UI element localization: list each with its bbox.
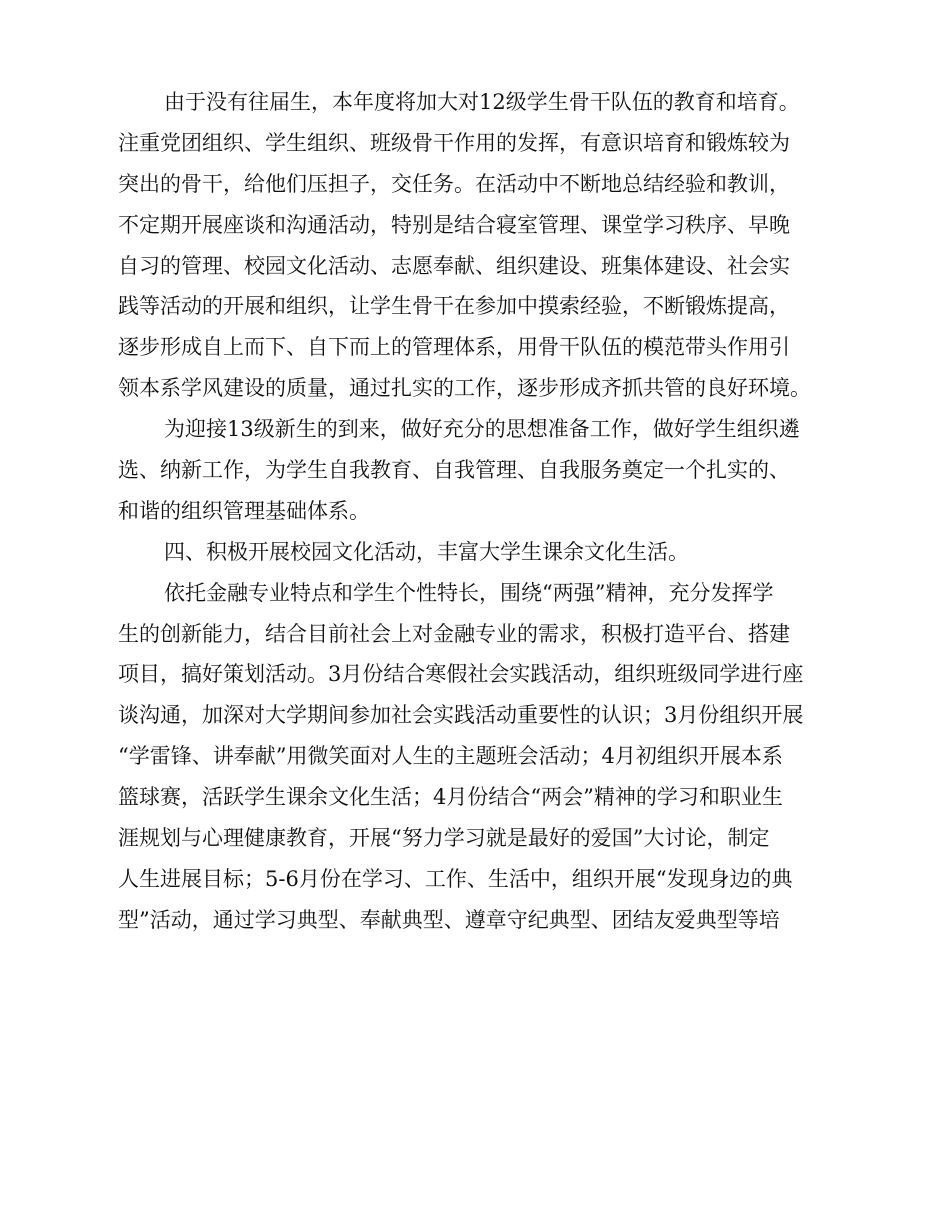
body-text bbox=[118, 82, 838, 941]
text-line: 型”活动，通过学习典型、奉献典型、遵章守纪典型、团结友爱典型等培 bbox=[118, 907, 780, 932]
text-line: 自习的管理、校园文化活动、志愿奉献、组织建设、班集体建设、社会实 bbox=[118, 253, 790, 278]
text-line: 由于没有往届生，本年度将加大对12级学生骨干队伍的教育和培育。 bbox=[164, 90, 800, 114]
text-line: 和谐的组织管理基础体系。 bbox=[118, 498, 370, 523]
text-line: 人生进展目标；5-6月份在学习、工作、生活中，组织开展“发现身边的典 bbox=[118, 866, 793, 891]
text-line: 为迎接13级新生的到来，做好充分的思想准备工作，做好学生组织遴 bbox=[164, 417, 800, 442]
text-line: 篮球赛，活跃学生课余文化生活；4月份结合“两会”精神的学习和职业生 bbox=[118, 785, 783, 810]
text-line: 谈沟通，加深对大学期间参加社会实践活动重要性的认识；3月份组织开展 bbox=[118, 703, 804, 728]
text-line: 生的创新能力，结合目前社会上对金融专业的需求，积极打造平台、搭建 bbox=[118, 621, 790, 646]
text-line: 领本系学风建设的质量，通过扎实的工作，逐步形成齐抓共管的良好环境。 bbox=[118, 376, 811, 401]
text-line: 突出的骨干，给他们压担子，交任务。在活动中不断地总结经验和教训， bbox=[118, 171, 790, 196]
text-line: 依托金融专业特点和学生个性特长，围绕“两强”精神，充分发挥学 bbox=[164, 580, 774, 605]
text-line: 不定期开展座谈和沟通活动，特别是结合寝室管理、课堂学习秩序、早晚 bbox=[118, 212, 790, 237]
text-line: 逐步形成自上而下、自下而上的管理体系，用骨干队伍的模范带头作用引 bbox=[118, 335, 790, 360]
text-line: 选、纳新工作，为学生自我教育、自我管理、自我服务奠定一个扎实的、 bbox=[118, 458, 790, 483]
text-line: “学雷锋、讲奉献”用微笑面对人生的主题班会活动；4月初组织开展本系 bbox=[118, 744, 783, 769]
text-line: 注重党团组织、学生组织、班级骨干作用的发挥，有意识培育和锻炼较为 bbox=[118, 130, 790, 155]
text-line: 涯规划与心理健康教育，开展“努力学习就是最好的爱国”大讨论，制定 bbox=[118, 826, 770, 851]
section-heading: 四、积极开展校园文化活动，丰富大学生课余文化生活。 bbox=[164, 539, 689, 564]
text-line: 践等活动的开展和组织，让学生骨干在参加中摸索经验，不断锻炼提高， bbox=[118, 294, 790, 319]
text-line: 项目，搞好策划活动。3月份结合寒假社会实践活动，组织班级同学进行座 bbox=[118, 662, 804, 687]
